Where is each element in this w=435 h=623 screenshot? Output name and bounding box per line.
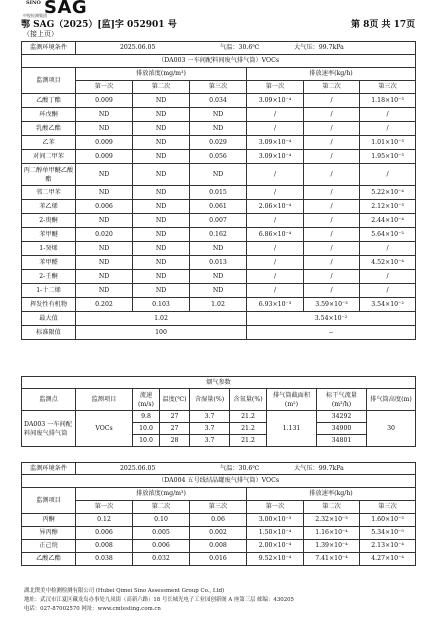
sub-header: 第一次 [76, 501, 133, 514]
fume-cell: 27 [160, 423, 190, 435]
cell-value: 2.32×10⁻³ [304, 514, 360, 527]
fume-cell: 10.0 [133, 435, 160, 447]
cell-value: / [304, 108, 360, 122]
env-date: 2025.06.05 [120, 44, 156, 51]
cell-value: ND [133, 94, 190, 108]
cell-value: ND [133, 228, 190, 242]
cell-value: ND [133, 242, 190, 256]
cell-value: 0.038 [76, 553, 133, 566]
compound-name: 乙酸乙酯 [22, 553, 76, 566]
cell-value: / [247, 214, 304, 228]
cell-value: 1.01×10⁻³ [360, 136, 416, 150]
cell-value: 7.41×10⁻⁴ [304, 553, 360, 566]
env-temp-2: 气温：30.6℃ [220, 464, 260, 472]
stack-area: 1.131 [267, 411, 317, 447]
flow-rate: 34292 [317, 411, 367, 423]
cell-value: / [247, 122, 304, 136]
sub-header: 第一次 [247, 81, 304, 94]
cell-value: 0.006 [76, 527, 133, 540]
footer-company: 湖北锲美中检测检测有限公司 (Hubei Qimei Sino Assessment Group Co., Ltd) [24, 588, 225, 594]
compound-name: 2-壬酮 [22, 270, 76, 284]
sub-header: 第一次 [76, 81, 133, 94]
cell-value: 3.00×10⁻³ [247, 514, 304, 527]
cell-value: / [247, 186, 304, 200]
max-rate: 3.54×10⁻² [247, 312, 416, 326]
cell-value: 2.44×10⁻⁴ [360, 214, 416, 228]
table-row [22, 284, 416, 298]
sub-header: 第二次 [304, 501, 360, 514]
fume-cell: 3.7 [190, 435, 230, 447]
cell-value: 0.034 [190, 94, 247, 108]
cell-value: / [247, 284, 304, 298]
cell-value: ND [133, 164, 190, 186]
cell-value: 1.39×10⁻⁴ [304, 540, 360, 553]
cell-value: 0.006 [76, 200, 133, 214]
fume-cell: 9.8 [133, 411, 160, 423]
fume-cell: 28 [160, 435, 190, 447]
item-header: 监测项目 [22, 68, 76, 94]
cell-value: 1.60×10⁻³ [360, 514, 416, 527]
fume-header: 含氧量(%) [230, 389, 267, 411]
cell-value: / [304, 214, 360, 228]
cell-value: / [304, 136, 360, 150]
cell-value: 0.029 [190, 136, 247, 150]
cell-value: / [247, 108, 304, 122]
rate-header: 排放速率(kg/h) [247, 68, 416, 81]
cell-value: 0.008 [190, 540, 247, 553]
cell-value: ND [190, 122, 247, 136]
fume-cell: 3.7 [190, 423, 230, 435]
compound-name: 2-庚酮 [22, 214, 76, 228]
cell-value: / [360, 270, 416, 284]
table-row [22, 527, 416, 540]
fume-header: 含湿量(%) [190, 389, 230, 411]
compound-name: 乙苯 [22, 136, 76, 150]
sub-header: 第三次 [360, 81, 416, 94]
cell-value: / [247, 164, 304, 186]
table-row [22, 214, 416, 228]
cell-value: 2.00×10⁻⁴ [247, 540, 304, 553]
cell-value: 1.95×10⁻³ [360, 150, 416, 164]
table-row [22, 242, 416, 256]
cell-value: / [247, 242, 304, 256]
compound-name: 挥发性有机物 [22, 298, 76, 312]
cell-value: / [304, 186, 360, 200]
compound-name: 环戊酮 [22, 108, 76, 122]
sub-header: 第二次 [304, 81, 360, 94]
env-conditions [76, 42, 416, 55]
cell-value: 2.12×10⁻³ [360, 200, 416, 214]
cell-value: 1.18×10⁻³ [360, 94, 416, 108]
cell-value: ND [133, 150, 190, 164]
cell-value: 0.12 [76, 514, 133, 527]
monitor-point: DA003 一车间配料间废气排气筒 [22, 411, 76, 447]
max-label: 最大值 [22, 312, 76, 326]
fume-header: 流速(m/s) [133, 389, 160, 411]
cell-value: ND [76, 164, 133, 186]
cell-value: / [360, 284, 416, 298]
cell-value: ND [190, 284, 247, 298]
conc-header-2: 排放浓度(mg/m³) [76, 488, 247, 501]
env-date-2: 2025.06.05 [120, 464, 156, 472]
cell-value: ND [133, 284, 190, 298]
compound-name: 苯甲醚 [22, 228, 76, 242]
cell-value: 0.032 [133, 553, 190, 566]
cell-value: ND [133, 108, 190, 122]
env-pressure: 大气压：99.7kPa [294, 44, 344, 51]
cell-value: 0.103 [133, 298, 190, 312]
cell-value: 3.09×10⁻⁴ [247, 150, 304, 164]
cell-value: / [304, 164, 360, 186]
cell-value: 0.013 [190, 256, 247, 270]
sub-header: 第二次 [133, 81, 190, 94]
sub-header: 第三次 [190, 501, 247, 514]
cell-value: 0.056 [190, 150, 247, 164]
cell-value: / [360, 164, 416, 186]
fume-header: 温度(℃) [160, 389, 190, 411]
page-number: 第 8页 共 17页 [351, 20, 416, 30]
cell-value: ND [76, 284, 133, 298]
cell-value: ND [76, 256, 133, 270]
cell-value: ND [190, 108, 247, 122]
cell-value: 3.09×10⁻⁴ [247, 94, 304, 108]
env-label: 监测环境条件 [22, 42, 76, 55]
cell-value: ND [133, 136, 190, 150]
cell-value: 5.34×10⁻⁵ [360, 527, 416, 540]
fume-header: 排气筒截面积(m²) [267, 389, 317, 411]
cell-value: ND [190, 242, 247, 256]
fume-cell: 3.7 [190, 411, 230, 423]
cell-value: / [247, 256, 304, 270]
cell-value: 1.50×10⁻⁴ [247, 527, 304, 540]
sub-header: 第三次 [360, 501, 416, 514]
flow-rate: 34900 [317, 423, 367, 435]
voc-table-da003 [21, 41, 416, 340]
table-row [22, 256, 416, 270]
table-row [22, 164, 416, 186]
fume-cell: 10.0 [133, 423, 160, 435]
cell-value: ND [76, 108, 133, 122]
cell-value: / [360, 242, 416, 256]
cell-value: ND [133, 200, 190, 214]
item-header-2: 监测项目 [22, 488, 76, 514]
fume-header: 标干气流量(m³/h) [317, 389, 367, 411]
cell-value: 0.008 [76, 540, 133, 553]
company-logo: SAG [44, 0, 88, 18]
table-row [22, 150, 416, 164]
monitor-item: VOCs [76, 411, 133, 447]
cell-value: 1.02 [190, 298, 247, 312]
table-row [22, 108, 416, 122]
fume-header: 监测项目 [76, 389, 133, 411]
cell-value: 0.005 [133, 527, 190, 540]
fume-cell: 21.2 [230, 423, 267, 435]
compound-name: 乙酸丁酯 [22, 94, 76, 108]
compound-name: 邻二甲苯 [22, 186, 76, 200]
cell-value: / [304, 284, 360, 298]
cell-value: ND [76, 214, 133, 228]
fume-cell: 27 [160, 411, 190, 423]
table-row [22, 540, 416, 553]
cell-value: 0.061 [190, 200, 247, 214]
compound-name: 乳酸乙酯 [22, 122, 76, 136]
compound-name: 1-癸烯 [22, 242, 76, 256]
cell-value: 0.009 [76, 94, 133, 108]
cell-value: 0.10 [133, 514, 190, 527]
table-row [22, 200, 416, 214]
cell-value: ND [133, 270, 190, 284]
compound-name: 丙二醇单甲醚乙酸酯 [22, 164, 76, 186]
compound-name: 苯乙烯 [22, 200, 76, 214]
cell-value: 0.007 [190, 214, 247, 228]
cell-value: / [304, 242, 360, 256]
cell-value: 0.015 [190, 186, 247, 200]
cell-value: ND [76, 186, 133, 200]
cell-value: 2.06×10⁻⁴ [247, 200, 304, 214]
fume-cell: 21.2 [230, 411, 267, 423]
cell-value: / [304, 200, 360, 214]
cell-value: 4.27×10⁻⁴ [360, 553, 416, 566]
cell-value: 0.202 [76, 298, 133, 312]
table-row [22, 136, 416, 150]
cell-value: ND [76, 270, 133, 284]
continued-label: （接上页） [23, 30, 58, 38]
cell-value: 4.52×10⁻⁴ [360, 256, 416, 270]
cell-value: ND [190, 270, 247, 284]
cell-value: 5.22×10⁻⁴ [360, 186, 416, 200]
cell-value: ND [76, 242, 133, 256]
limit-rate: -- [247, 326, 416, 340]
cell-value: / [304, 228, 360, 242]
cell-value: / [360, 108, 416, 122]
cell-value: 0.06 [190, 514, 247, 527]
sub-header: 第一次 [247, 501, 304, 514]
cell-value: 6.86×10⁻⁴ [247, 228, 304, 242]
cell-value: 0.009 [76, 150, 133, 164]
cell-value: / [247, 270, 304, 284]
table-row [22, 94, 416, 108]
cell-value: 2.13×10⁻⁴ [360, 540, 416, 553]
cell-value: ND [76, 122, 133, 136]
fume-title: 烟气参数 [22, 377, 416, 389]
fume-header: 排气筒高度(m) [367, 389, 416, 411]
cell-value: 9.52×10⁻⁴ [247, 553, 304, 566]
table-row [22, 270, 416, 284]
cell-value: / [304, 256, 360, 270]
cell-value: 6.93×10⁻³ [247, 298, 304, 312]
compound-name: 正己烷 [22, 540, 76, 553]
sub-header: 第三次 [190, 81, 247, 94]
sub-header: 第二次 [133, 501, 190, 514]
cell-value: ND [133, 122, 190, 136]
cell-value: 3.54×10⁻² [360, 298, 416, 312]
fume-params-table [21, 376, 416, 447]
cell-value: 0.162 [190, 228, 247, 242]
compound-name: 1-十二烯 [22, 284, 76, 298]
cell-value: 3.59×10⁻³ [304, 298, 360, 312]
table-title: （DA003 一车间配料间废气排气筒）VOCs [22, 55, 416, 68]
logo-subtitle: 中锐检测集团 [23, 13, 47, 18]
env-label-2: 监测环境条件 [22, 463, 76, 475]
conc-header: 排放浓度(mg/m³) [76, 68, 247, 81]
cell-value: / [304, 94, 360, 108]
rate-header-2: 排放速率(kg/h) [247, 488, 416, 501]
cell-value: ND [133, 214, 190, 228]
footer-address: 地址：武汉市江夏区藏龙岛办事处九凤街（高新六路）18 号长城光电子工业园创新阁 A 座第三层 邮编：430205 [24, 597, 294, 603]
compound-name: 苯甲醛 [22, 256, 76, 270]
env-conditions-2 [76, 463, 416, 475]
footer-contact: 电话：027-87002570 网址：www.cmtesting.com.cn [24, 606, 161, 612]
cell-value: / [360, 122, 416, 136]
table-row [22, 298, 416, 312]
cell-value: / [304, 150, 360, 164]
table-row [22, 553, 416, 566]
cell-value: ND [133, 256, 190, 270]
cell-value: 5.64×10⁻³ [360, 228, 416, 242]
fume-cell: 21.2 [230, 435, 267, 447]
limit-conc: 100 [76, 326, 247, 340]
cell-value: 0.009 [76, 136, 133, 150]
table-row [22, 228, 416, 242]
fume-header: 监测点 [22, 389, 76, 411]
compound-name: 丙酮 [22, 514, 76, 527]
table-row [22, 122, 416, 136]
voc-table-da004 [21, 462, 416, 566]
cell-value: ND [133, 186, 190, 200]
env-pressure-2: 大气压：99.7kPa [294, 464, 344, 472]
table-row [22, 186, 416, 200]
table-title-2: （DA004 五号线结晶罐废气排气筒）VOCs [22, 475, 416, 488]
logo-small-text: SINO [26, 0, 41, 6]
cell-value: 1.16×10⁻⁴ [304, 527, 360, 540]
cell-value: / [304, 122, 360, 136]
limit-label: 标准限值 [22, 326, 76, 340]
cell-value: 0.006 [133, 540, 190, 553]
document-number: 鄂 SAG（2025）[监]字 052901 号 [21, 20, 177, 30]
stack-height: 30 [367, 411, 416, 447]
cell-value: 0.002 [190, 527, 247, 540]
compound-name: 异丙醇 [22, 527, 76, 540]
compound-name: 对间二甲苯 [22, 150, 76, 164]
cell-value: 3.09×10⁻⁴ [247, 136, 304, 150]
flow-rate: 34801 [317, 435, 367, 447]
cell-value: 0.020 [76, 228, 133, 242]
cell-value: 0.016 [190, 553, 247, 566]
cell-value: / [304, 270, 360, 284]
table-row [22, 514, 416, 527]
env-temp: 气温：30.6℃ [220, 44, 260, 51]
max-conc: 1.02 [76, 312, 247, 326]
cell-value: ND [190, 164, 247, 186]
